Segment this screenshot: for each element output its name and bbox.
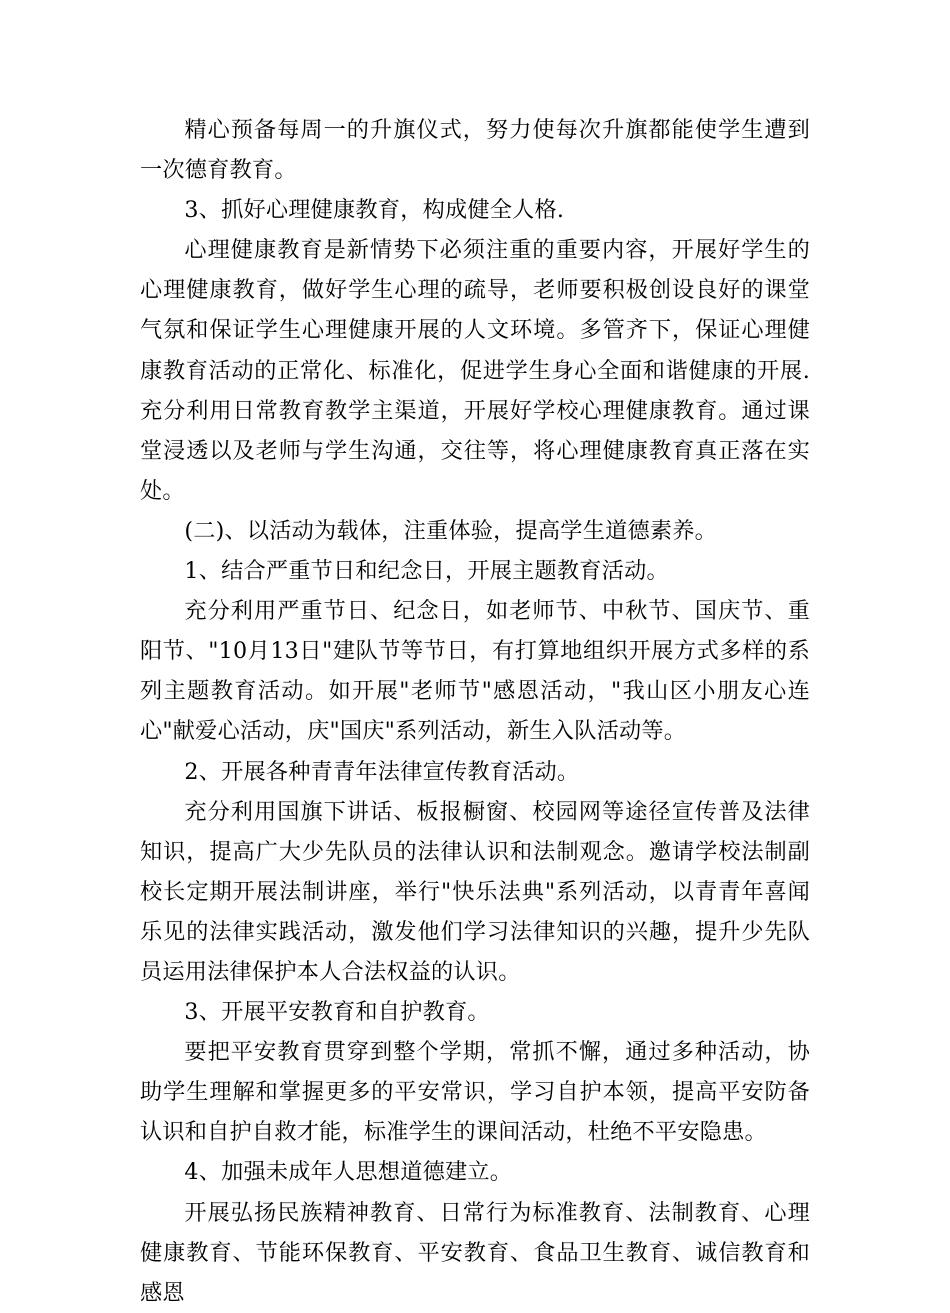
heading-mental-health: 3、抓好心理健康教育，构成健全人格. — [184, 197, 565, 224]
document-body — [140, 110, 810, 1313]
paragraph-festivals: 充分利用严重节日、纪念日，如老师节、中秋节、国庆节、重阳节、"10月13日"建队节等节日，有打算地组织开展方式多样的系列主题教育活动。如开展"老师节"感恩活动，"我山区小朋友心连心"献爱心活动，庆"国庆"系列活动，新生入队活动等。 — [140, 598, 810, 745]
paragraph-flag-ceremony: 精心预备每周一的升旗仪式，努力使每次升旗都能使学生遭到一次德育教育。 — [140, 117, 810, 184]
paragraph-mental-health: 心理健康教育是新情势下必须注重的重要内容，开展好学生的心理健康教育，做好学生心理的疏导，老师要积极创设良好的课堂气氛和保证学生心理健康开展的人文环境。多管齐下，保证心理健康教育活动的正常化、标准化，促进学生身心全面和谐健康的开展.充分利用日常教育教学主渠道，开展好学校心理健康教育。通过课堂浸透以及老师与学生沟通，交往等，将心理健康教育真正落在实处。 — [140, 237, 810, 504]
heading-activities: (二)、以活动为载体，注重体验，提高学生道德素养。 — [184, 517, 718, 544]
heading-moral-construction: 4、加强未成年人思想道德建立。 — [184, 1159, 513, 1186]
paragraph-legal-education: 充分利用国旗下讲话、板报橱窗、校园网等途径宣传普及法律知识，提高广大少先队员的法律认识和法制观念。邀请学校法制副校长定期开展法制讲座，举行"快乐法典"系列活动，以青青年喜闻乐见的法律实践活动，激发他们学习法律知识的兴趣，提升少先队员运用法律保护本人合法权益的认识。 — [140, 798, 810, 985]
paragraph-moral-construction: 开展弘扬民族精神教育、日常行为标准教育、法制教育、心理健康教育、节能环保教育、平安教育、食品卫生教育、诚信教育和感恩 — [140, 1199, 810, 1306]
paragraph-safety-education: 要把平安教育贯穿到整个学期，常抓不懈，通过多种活动，协助学生理解和掌握更多的平安常识，学习自护本领，提高平安防备认识和自护自救才能，标准学生的课间活动，杜绝不平安隐患。 — [140, 1039, 810, 1146]
heading-legal-education: 2、开展各种青青年法律宣传教育活动。 — [184, 758, 580, 785]
heading-festivals: 1、结合严重节日和纪念日，开展主题教育活动。 — [184, 558, 669, 585]
heading-safety-education: 3、开展平安教育和自护教育。 — [184, 999, 490, 1026]
